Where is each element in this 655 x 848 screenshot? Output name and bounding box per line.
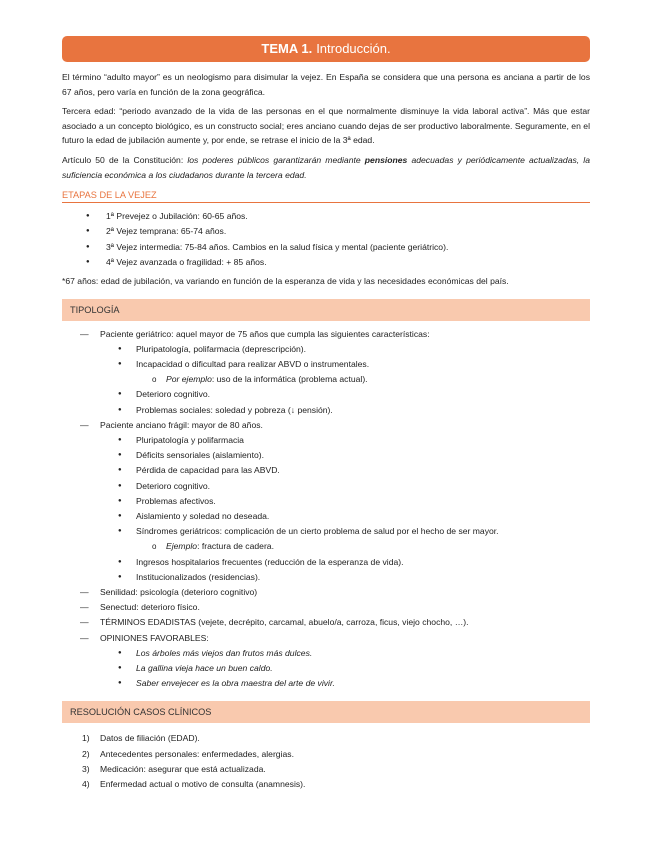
fragil-label: Paciente anciano frágil: mayor de 80 años.: [100, 419, 263, 430]
list-item-opiniones: [62, 631, 590, 646]
intro-paragraph-2: Tercera edad: “periodo avanzado de la vida de las personas en el que normalmente disminuye la vida laboral activa”. Más que estar asociado a un concepto biológico, es un constructo social; eres anciano cuando dejas de ser productivo laboralmente. Seguramente, en el futuro la edad de jubilación aumente y, por ende, se retrase el inicio de la 3ª edad.: [62, 106, 590, 146]
dash-marker: —: [80, 602, 89, 613]
etapas-list: [62, 209, 590, 270]
dash-marker: —: [80, 328, 89, 339]
list-item: ● Pluripatología y polifarmacia: [100, 433, 590, 448]
list-item: ● Incapacidad o dificultad para realizar ABVD o instrumentales.: [100, 357, 590, 372]
geriatrico-sublist: [62, 342, 590, 418]
list-item: ● 2ª Vejez temprana: 65-74 años.: [62, 224, 590, 239]
opiniones-sublist-wrap: [62, 646, 590, 692]
etapas-note: *67 años: edad de jubilación, va variando en función de la esperanza de vida y las necesidades económicas del país.: [62, 275, 509, 286]
intro-paragraph-3: [62, 153, 590, 182]
fragil-sublist: [62, 433, 590, 585]
list-item-senectud: [62, 600, 590, 615]
geriatrico-label: Paciente geriátrico: aquel mayor de 75 años que cumpla las siguientes características:: [100, 328, 430, 339]
list-item: ● Problemas sociales: soledad y pobreza (↓ pensión).: [100, 403, 590, 418]
item-text: Antecedentes personales: enfermedades, alergias.: [100, 748, 294, 759]
list-item-example: [136, 539, 590, 554]
item-number: 1): [82, 733, 90, 744]
geriatrico-example-wrap: [100, 372, 590, 387]
terminos-text: TÉRMINOS EDADISTAS (vejete, decrépito, carcamal, abuelo/a, carroza, ficus, viejo chocho, …).: [100, 617, 469, 628]
geriatrico-example-list: [100, 372, 590, 387]
article-lead: Artículo 50 de la Constitución:: [62, 154, 188, 165]
example-label: Por ejemplo: [166, 374, 212, 385]
article-quote-c: adecuadas y periódicamente actualizadas, la suficiencia económica a los ciudadanos durante la tercera edad.: [62, 154, 590, 180]
opinion-text: Saber envejecer es la obra maestra del arte de vivir.: [136, 678, 335, 689]
list-item: ● Síndromes geriátricos: complicación de un cierto problema de salud por el hecho de ser mayor.: [100, 524, 590, 539]
list-item: [62, 747, 590, 762]
topic-title: Introducción.: [316, 41, 391, 56]
fragil-example-wrap: [100, 539, 590, 554]
list-item-example: [136, 372, 590, 387]
list-item: ● 3ª Vejez intermedia: 75-84 años. Cambios en la salud física y mental (paciente geriátrico).: [62, 240, 590, 255]
casos-list: [62, 731, 590, 792]
article-quote-a: los poderes públicos garantizarán mediante: [187, 154, 365, 165]
document-page: [62, 36, 590, 792]
list-item: ● Problemas afectivos.: [100, 494, 590, 509]
item-number: 2): [82, 748, 90, 759]
list-item: [100, 661, 590, 676]
intro-paragraph-1: El término “adulto mayor” es un neologismo para disimular la vejez. En España se considera que una persona es anciana a partir de los 67 años, pero varía en función de la zona geográfica.: [62, 72, 590, 97]
example-label: Ejemplo: [166, 541, 198, 552]
geriatrico-sublist-wrap: [62, 342, 590, 418]
topic-number: TEMA 1.: [261, 41, 313, 56]
list-item-fragil: [62, 418, 590, 433]
article-quote-pensiones: pensiones: [364, 154, 408, 165]
list-item: ● Deterioro cognitivo.: [100, 479, 590, 494]
list-item-senilidad: [62, 585, 590, 600]
list-item: ● 4ª Vejez avanzada o fragilidad: + 85 años.: [62, 255, 590, 270]
dash-marker: —: [80, 632, 89, 643]
list-item: [62, 762, 590, 777]
opinion-text: La gallina vieja hace un buen caldo.: [136, 663, 273, 674]
list-item: ● Institucionalizados (residencias).: [100, 570, 590, 585]
topic-title-bar: [62, 36, 590, 62]
item-number: 3): [82, 763, 90, 774]
item-text: Datos de filiación (EDAD).: [100, 733, 200, 744]
dash-marker: —: [80, 587, 89, 598]
list-item: [100, 646, 590, 661]
list-item-terminos: [62, 615, 590, 630]
senilidad-text: Senilidad: psicología (deterioro cognitivo): [100, 587, 258, 598]
dash-marker: —: [80, 419, 89, 430]
list-item: ● Ingresos hospitalarios frecuentes (reducción de la esperanza de vida).: [100, 555, 590, 570]
item-text: Medicación: asegurar que está actualizada.: [100, 763, 266, 774]
section-heading-casos: RESOLUCIÓN CASOS CLÍNICOS: [62, 701, 590, 723]
section-heading-etapas: ETAPAS DE LA VEJEZ: [62, 190, 590, 203]
list-item: ● Déficits sensoriales (aislamiento).: [100, 448, 590, 463]
list-item: ● Pluripatología, polifarmacia (deprescripción).: [100, 342, 590, 357]
dash-marker: —: [80, 617, 89, 628]
fragil-example-list: [100, 539, 590, 554]
example-text: : uso de la informática (problema actual).: [211, 374, 368, 385]
tipologia-list: [62, 327, 590, 692]
example-text: : fractura de cadera.: [197, 541, 274, 552]
opiniones-label: OPINIONES FAVORABLES:: [100, 632, 209, 643]
item-text: Enfermedad actual o motivo de consulta (anamnesis).: [100, 779, 306, 790]
opiniones-sublist: [62, 646, 590, 692]
opinion-text: Los árboles más viejos dan frutos más dulces.: [136, 647, 313, 658]
list-item: [100, 676, 590, 691]
list-item: ● 1ª Prevejez o Jubilación: 60-65 años.: [62, 209, 590, 224]
senectud-text: Senectud: deterioro físico.: [100, 602, 200, 613]
list-item: ● Pérdida de capacidad para las ABVD.: [100, 463, 590, 478]
fragil-sublist-wrap: [62, 433, 590, 585]
list-item: ● Deterioro cognitivo.: [100, 387, 590, 402]
list-item: [62, 777, 590, 792]
list-item: [62, 731, 590, 746]
item-number: 4): [82, 779, 90, 790]
section-heading-tipologia: TIPOLOGÍA: [62, 299, 590, 321]
list-item: ● Aislamiento y soledad no deseada.: [100, 509, 590, 524]
list-item-geriatrico: [62, 327, 590, 342]
